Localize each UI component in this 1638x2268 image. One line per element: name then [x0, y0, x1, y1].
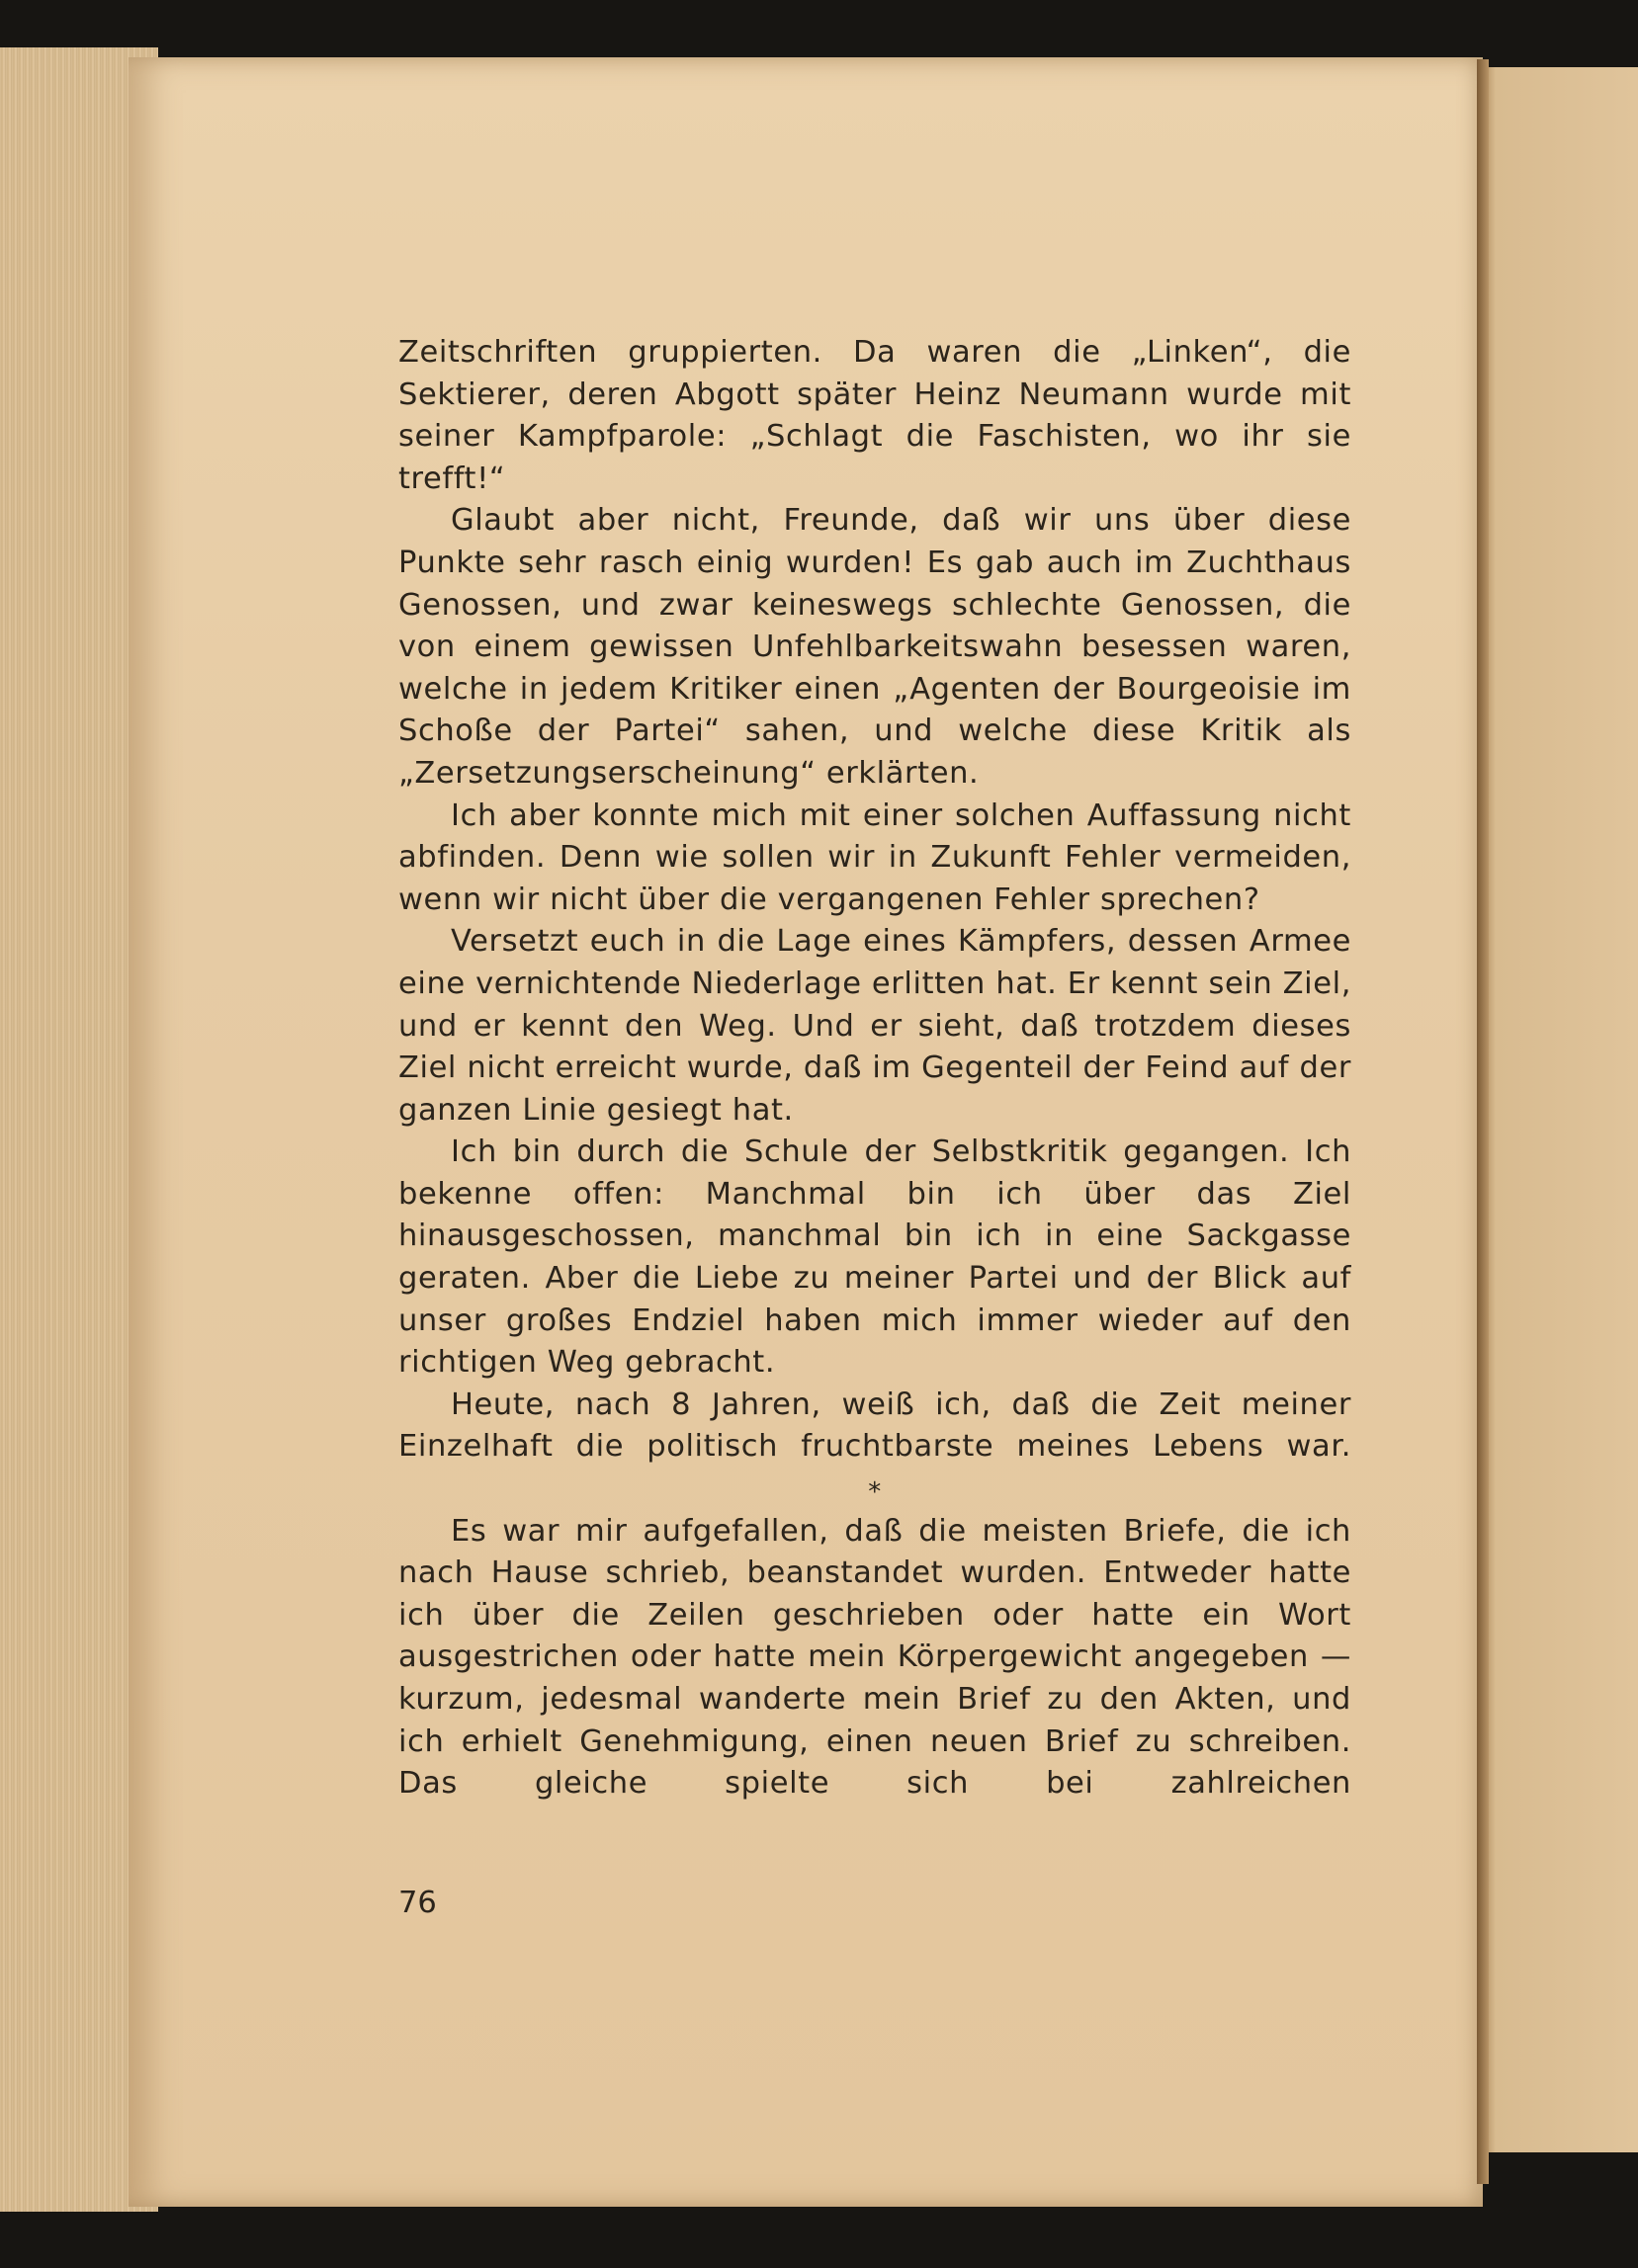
paragraph-7: Es war mir aufgefallen, daß die meisten Briefe, die ich nach Hause schrieb, beanstandet wurden. Entweder hatte ich über die Zeilen geschrieben oder hatte ein Wort ausgestrichen oder hatte mein Körpergewicht angegeben — kurzum, jedesmal wanderte mein Brief zu den Akten, und ich erhielt Genehmigung, einen neuen Brief zu schreiben. Das gleiche spielte sich bei zahlreichen: [398, 1513, 1351, 1802]
section-separator: *: [868, 1477, 882, 1508]
paragraph-3: Ich aber konnte mich mit einer solchen Auffassung nicht abfinden. Denn wie sollen wir in Zukunft Fehler vermeiden, wenn wir nicht über die vergangenen Fehler sprechen?: [398, 798, 1351, 917]
paragraph-4: Versetzt euch in die Lage eines Kämpfers, dessen Armee eine vernichtende Niederlage erlitten hat. Er kennt sein Ziel, und er kennt den Weg. Und er sieht, daß trotzdem dieses Ziel nicht erreicht wurde, daß im Gegenteil der Feind auf der ganzen Linie gesiegt hat.: [398, 924, 1351, 1128]
paragraph-1: Zeitschriften gruppierten. Da waren die „Linken“, die Sektierer, deren Abgott später Heinz Neumann wurde mit seiner Kampfparole: „Schlagt die Faschisten, wo ihr sie trefft!“: [398, 335, 1351, 496]
paragraph-2: Glaubt aber nicht, Freunde, daß wir uns über diese Punkte sehr rasch einig wurden! Es gab auch im Zuchthaus Genossen, und zwar keineswegs schlechte Genossen, die von einem gewissen Unfehlbarkeitswahn besessen waren, welche in jedem Kritiker einen „Agenten der Bourgeoisie im Schoße der Partei“ sahen, und welche diese Kritik als „Zersetzungserscheinung“ erklärten.: [398, 503, 1351, 791]
next-page-edge: [1480, 67, 1638, 2152]
book-gutter: [1477, 59, 1489, 2184]
page-number: 76: [398, 1886, 437, 1920]
page-text: [398, 332, 1351, 1806]
paragraph-6: Heute, nach 8 Jahren, weiß ich, daß die Zeit meiner Einzelhaft die politisch fruchtbarste meines Lebens war.: [398, 1386, 1351, 1465]
paragraph-5: Ich bin durch die Schule der Selbstkritik gegangen. Ich bekenne offen: Manchmal bin ich über das Ziel hinausgeschossen, manchmal bin ich in eine Sackgasse geraten. Aber die Liebe zu meiner Partei und der Blick auf unser großes Endziel haben mich immer wieder auf den richtigen Weg gebracht.: [398, 1134, 1351, 1381]
